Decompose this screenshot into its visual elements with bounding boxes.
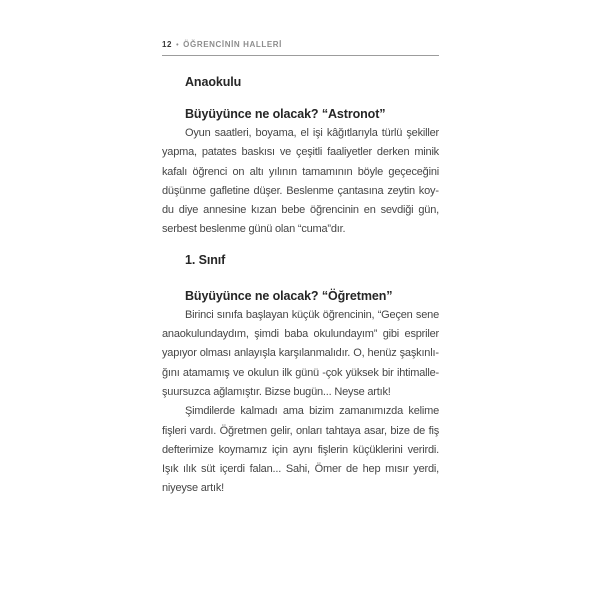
page-number: 12 bbox=[162, 40, 173, 49]
header-rule bbox=[162, 55, 439, 56]
paragraph-1-sinif-2: Şimdilerde kalmadı ama bizim zamanımızda kelime fişleri vardı. Öğretmen gelir, onları tahtaya asar, bize de fiş defterimize koymamız için aynı fişlerin küçüklerini verirdi. Işık ılık süt içerdi falan... Sahi, Ömer de hep mısır yerdi, niyeyse artık! bbox=[162, 405, 439, 495]
bullet-separator-icon: • bbox=[176, 42, 180, 49]
page-content bbox=[162, 40, 439, 499]
paragraph-1-sinif-1: Birinci sınıfa başlayan küçük öğrencinin, “Geçen sene anaokulundaydım, şimdi baba okulundayım” gibi espriler yapıyor olması anlayışla karşılanmalıdır. O, henüz şaşkınlığını atamamış ve okulun ilk günü -çok yüksek bir ihtimalle- şuursuzca ağlamıştır. Bizse bugün... Neyse artık! bbox=[162, 308, 439, 398]
paragraph-anaokulu: Oyun saatleri, boyama, el işi kâğıtlarıyla türlü şekiller yapma, patates baskısı ve çeşitli faaliyetler derken minik kafalı öğrenci on altı yılının tamamının böyle geçeceğini düşünme gafletine düşer. Beslenme çantasına zeytin koydu diye annesine kızan bebe öğrencinin en sevdiği gün, serbest beslenme günü olan “cuma”dır. bbox=[162, 127, 439, 236]
section-subheading-ogretmen: Büyüyünce ne olacak? “Öğretmen” bbox=[185, 288, 393, 303]
section-heading-1-sinif: 1. Sınıf bbox=[185, 252, 226, 267]
section-subheading-astronot: Büyüyünce ne olacak? “Astronot” bbox=[185, 107, 386, 121]
section-heading-anaokulu: Anaokulu bbox=[185, 75, 242, 89]
running-header bbox=[162, 40, 439, 51]
running-title: ÖĞRENCİNİN HALLERİ bbox=[183, 40, 282, 49]
